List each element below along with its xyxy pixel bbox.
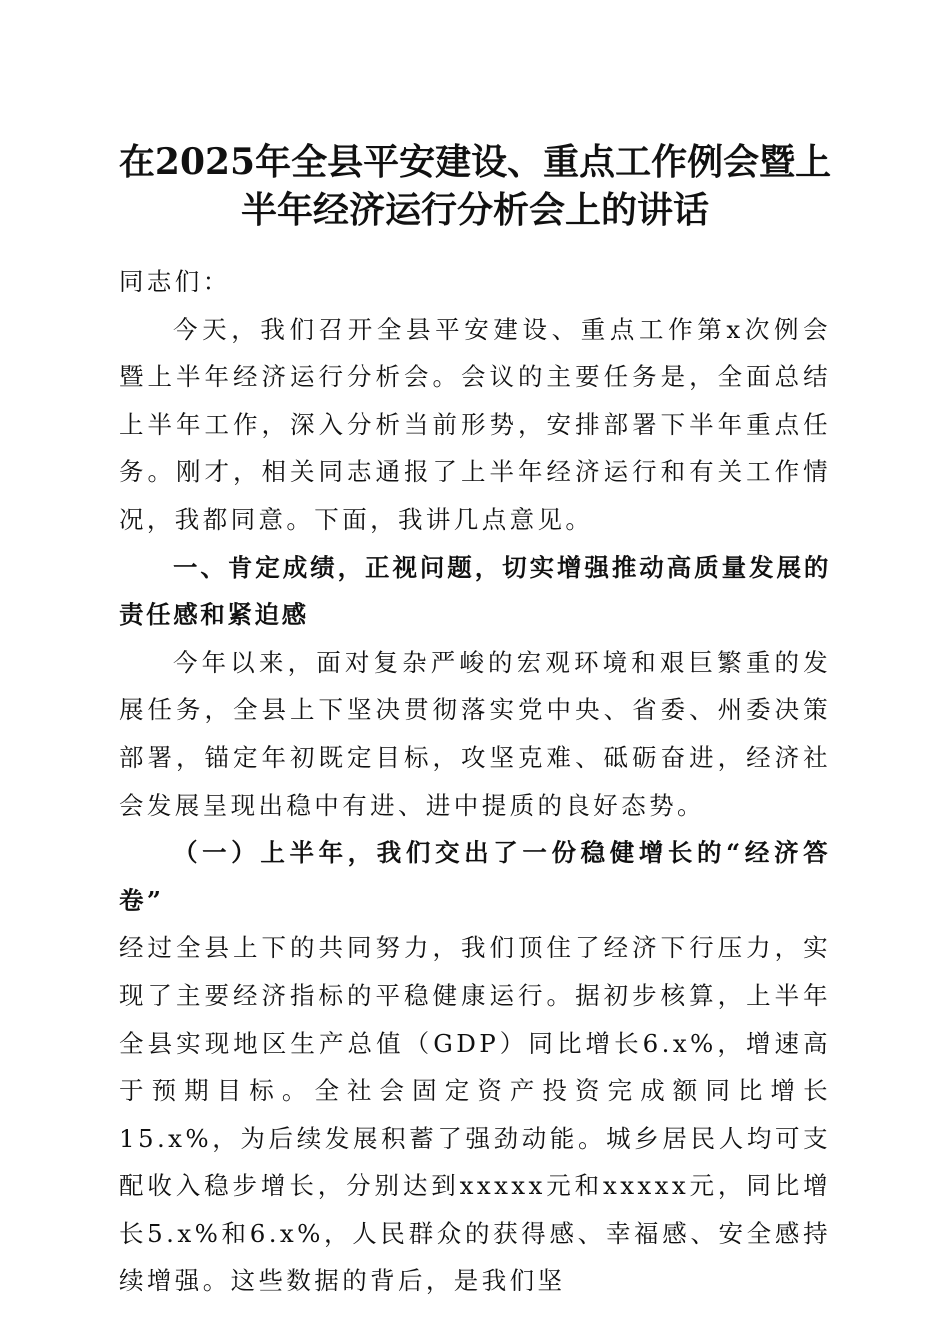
section-1-paragraph: 今年以来，面对复杂严峻的宏观环境和艰巨繁重的发展任务，全县上下坚决贯彻落实党中央、省委、州委决策部署，锚定年初既定目标，攻坚克难、砥砺奋进，经济社会发展呈现出稳中有进、进中提质的良好态势。 xyxy=(119,647,831,820)
subsection-1-paragraph: 经过全县上下的共同努力，我们顶住了经济下行压力，实现了主要经济指标的平稳健康运行。据初步核算，上半年全县实现地区生产总值（GDP）同比增长6.x%，增速高于预期目标。全社会固定资产投资完成额同比增长15.x%，为后续发展积蓄了强劲动能。城乡居民人均可支配收入稳步增长，分别达到xxxxx元和xxxxx元，同比增长5.x%和6.x%，人民群众的获得感、幸福感、安全感持续增强。这些数据的背后，是我们坚 xyxy=(119,933,831,1296)
document-title-line-2: 半年经济运行分析会上的讲话 xyxy=(240,189,709,231)
intro-paragraph: 今天，我们召开全县平安建设、重点工作第x次例会暨上半年经济运行分析会。会议的主要任务是，全面总结上半年工作，深入分析当前形势，安排部署下半年重点任务。刚才，相关同志通报了上半年经济运行和有关工作情况，我都同意。下面，我讲几点意见。 xyxy=(119,314,831,534)
section-1-heading: 一、肯定成绩，正视问题，切实增强推动高质量发展的责任感和紧迫感 xyxy=(119,552,831,630)
salutation: 同志们： xyxy=(119,267,231,296)
document-body xyxy=(119,258,831,1305)
subsection-1-heading: （一）上半年，我们交出了一份稳健增长的“经济答卷” xyxy=(119,838,831,915)
document-title-line-1: 在2025年全县平安建设、重点工作例会暨上 xyxy=(118,141,832,183)
